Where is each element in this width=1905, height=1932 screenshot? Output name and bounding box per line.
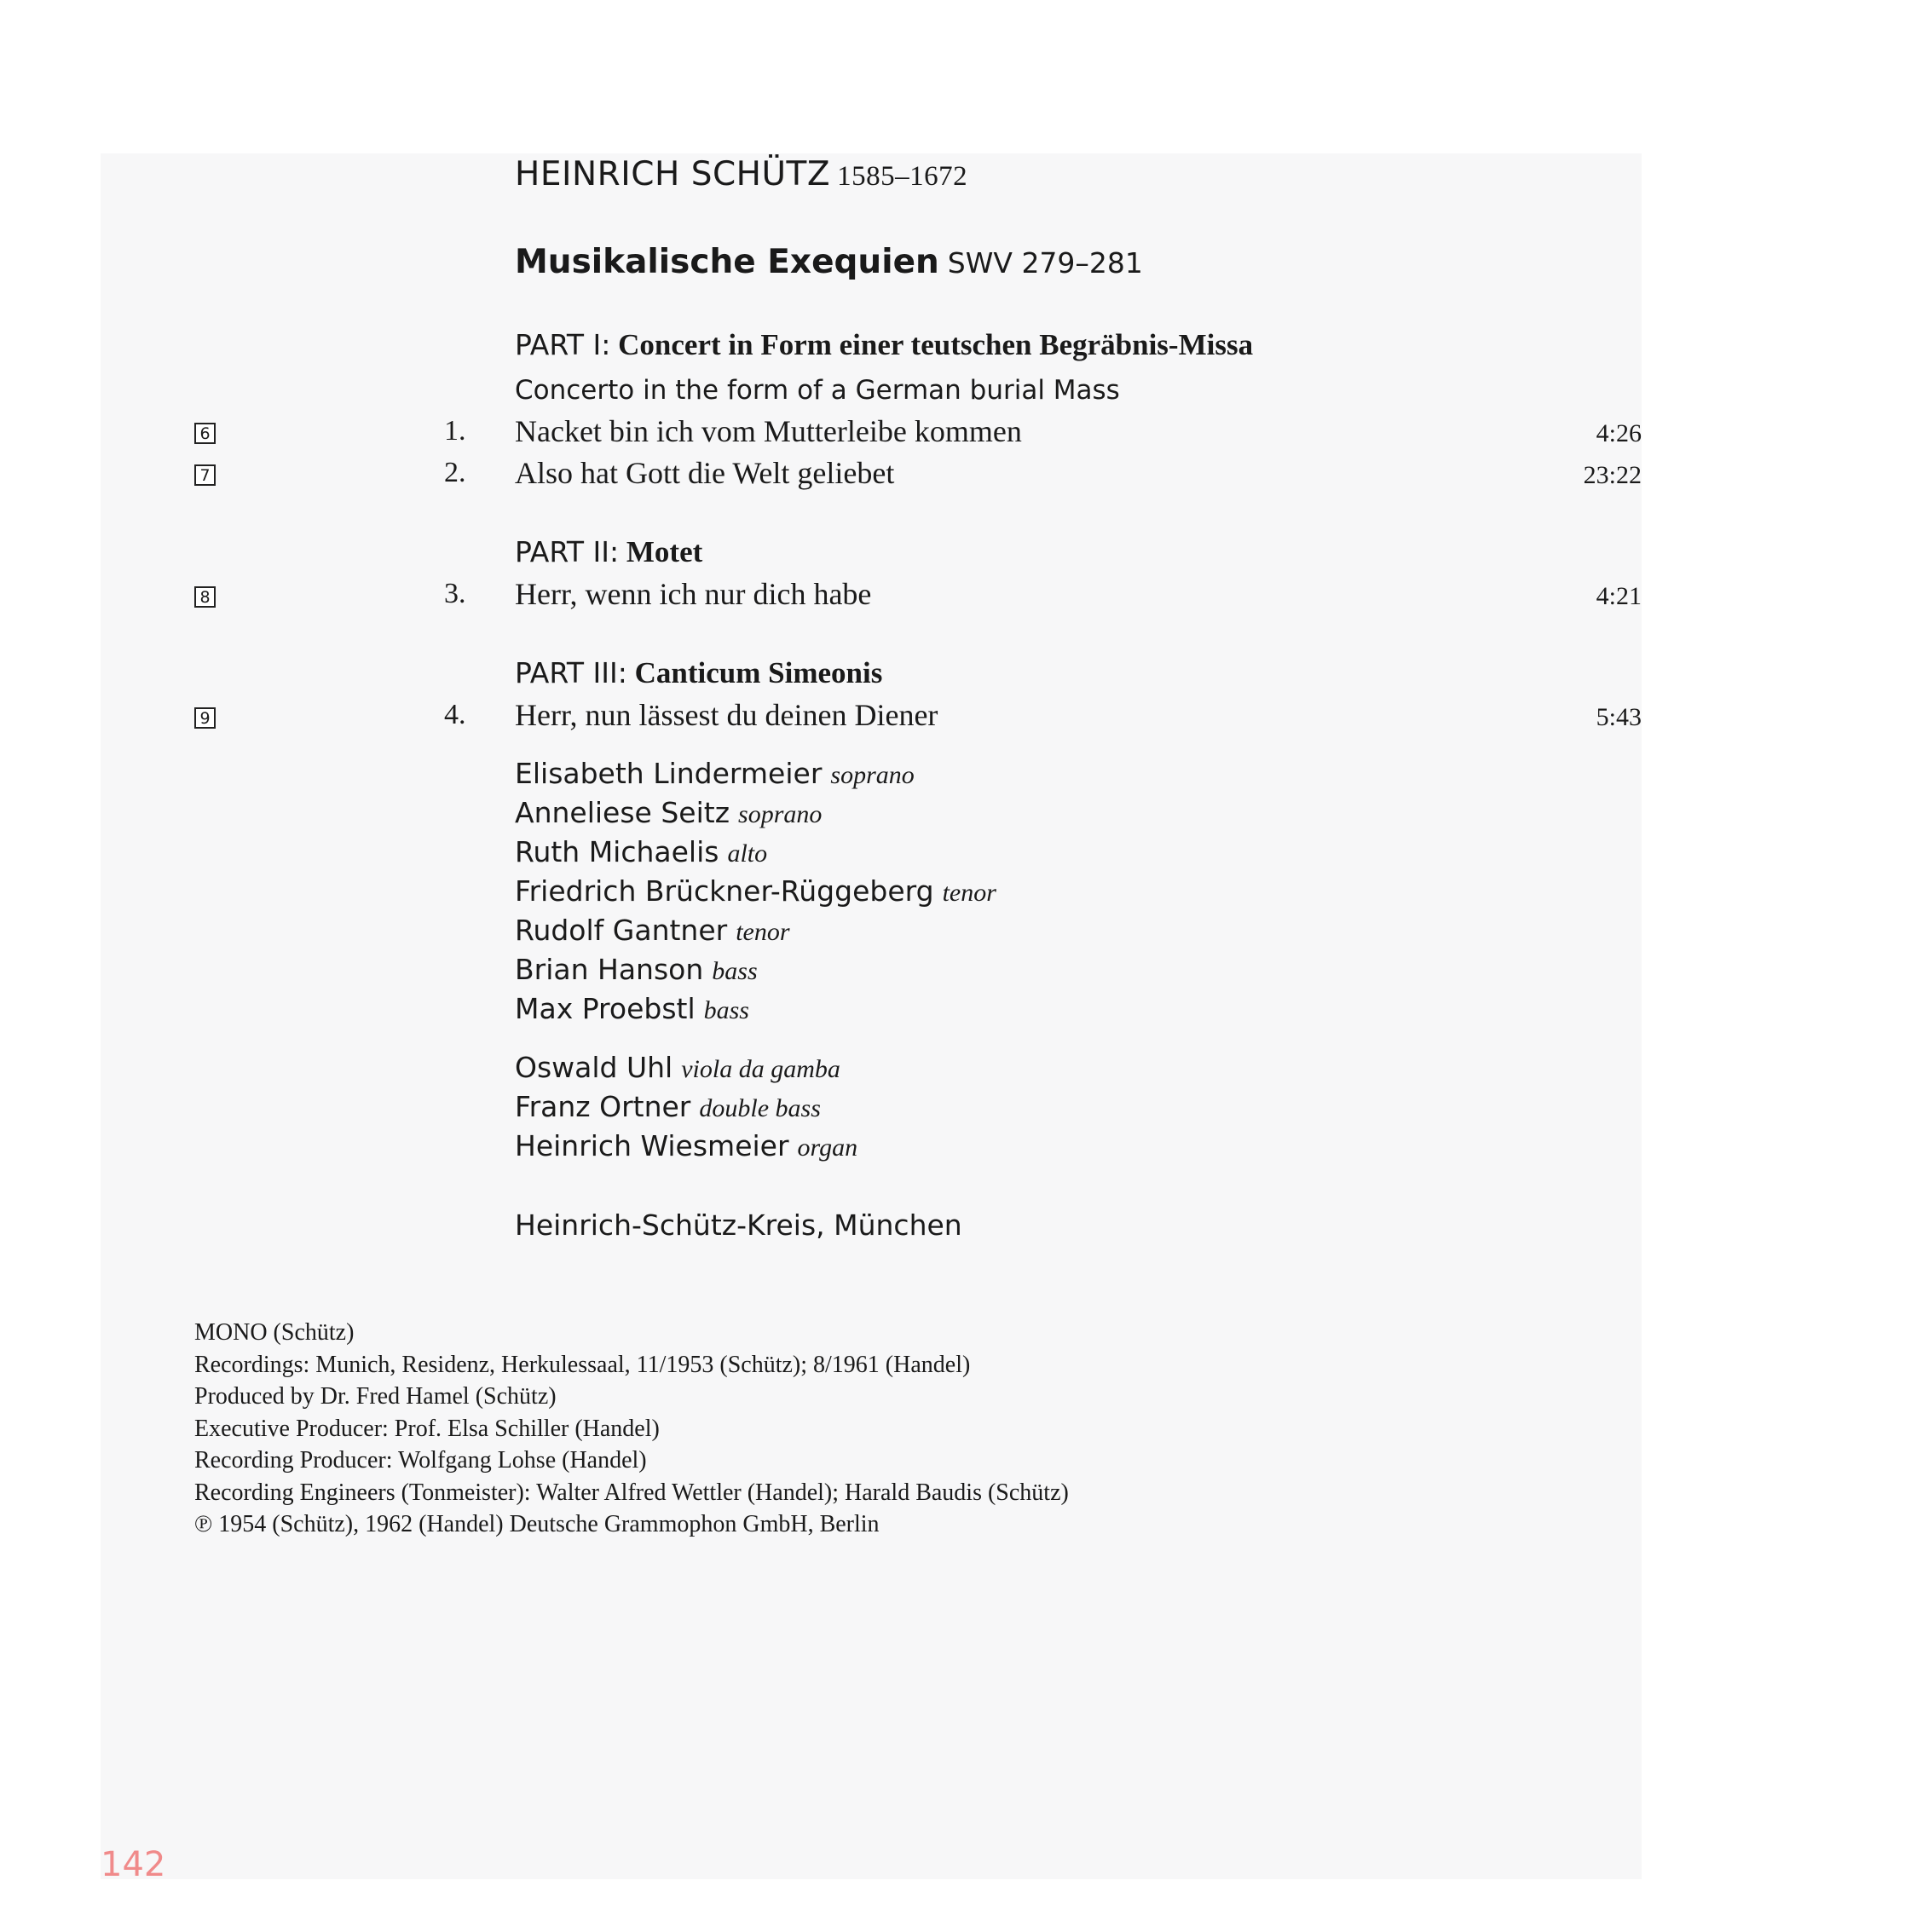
performer-name: Friedrich Brückner-Rüggeberg xyxy=(515,874,934,908)
part-label: PART II: xyxy=(515,535,620,568)
movement-number: 3. xyxy=(444,578,466,609)
performer-credit xyxy=(515,992,749,1026)
track-duration: 4:26 xyxy=(1596,419,1642,447)
track-number-box: 8 xyxy=(194,586,216,608)
ensemble-name: Heinrich-Schütz-Kreis, München xyxy=(515,1208,962,1242)
credit-line: Recordings: Munich, Residenz, Herkulessaal, 11/1953 (Schütz); 8/1961 (Handel) xyxy=(194,1351,971,1378)
performer-credit xyxy=(515,796,822,830)
part-title: Concert in Form einer teutschen Begräbnis-Missa xyxy=(618,328,1254,361)
credit-line: Produced by Dr. Fred Hamel (Schütz) xyxy=(194,1383,557,1410)
part-title: Canticum Simeonis xyxy=(634,656,883,689)
performer-credit xyxy=(515,874,996,908)
performer-role: bass xyxy=(712,957,758,985)
track-duration: 5:43 xyxy=(1596,703,1642,731)
track-title: Nacket bin ich vom Mutterleibe kommen xyxy=(515,414,1022,448)
performer-role: organ xyxy=(797,1133,858,1162)
performer-role: tenor xyxy=(736,918,790,946)
performer-name: Max Proebstl xyxy=(515,992,696,1025)
recording-credits xyxy=(194,1317,1069,1541)
performer-name: Ruth Michaelis xyxy=(515,835,719,868)
movement-number: 1. xyxy=(444,415,466,447)
part-1-subtitle: Concerto in the form of a German burial Mass xyxy=(515,375,1120,406)
performer-role: double bass xyxy=(699,1094,821,1122)
performer-name: Heinrich Wiesmeier xyxy=(515,1129,789,1162)
part-1-heading xyxy=(515,328,1253,362)
track-number-box: 6 xyxy=(194,423,216,444)
track-duration: 23:22 xyxy=(1583,461,1642,489)
composer-name: HEINRICH SCHÜTZ xyxy=(515,155,831,193)
performer-name: Elisabeth Lindermeier xyxy=(515,757,823,790)
composer-dates: 1585–1672 xyxy=(837,161,968,192)
performer-credit xyxy=(515,914,790,948)
performer-role: viola da gamba xyxy=(681,1055,840,1083)
track-title: Herr, wenn ich nur dich habe xyxy=(515,577,872,611)
performer-name: Anneliese Seitz xyxy=(515,796,730,829)
track-number-box: 9 xyxy=(194,707,216,729)
track-title: Herr, nun lässest du deinen Diener xyxy=(515,698,938,732)
credit-line: MONO (Schütz) xyxy=(194,1319,355,1346)
track-title: Also hat Gott die Welt geliebet xyxy=(515,456,895,490)
performer-role: alto xyxy=(727,839,768,868)
performer-name: Oswald Uhl xyxy=(515,1051,673,1084)
part-2-heading xyxy=(515,535,702,569)
part-label: PART I: xyxy=(515,328,611,361)
work-catalogue: SWV 279–281 xyxy=(947,246,1143,280)
ensemble-credit xyxy=(515,1208,962,1243)
performer-credit xyxy=(515,1051,840,1085)
performer-name: Brian Hanson xyxy=(515,953,704,986)
movement-number: 4. xyxy=(444,699,466,730)
work-name: Musikalische Exequien xyxy=(515,243,939,281)
performer-role: soprano xyxy=(738,800,823,828)
credit-line: ℗ 1954 (Schütz), 1962 (Handel) Deutsche Grammophon GmbH, Berlin xyxy=(194,1511,880,1537)
performer-credit xyxy=(515,1090,821,1124)
performer-role: bass xyxy=(703,996,749,1024)
performer-role: tenor xyxy=(942,879,996,907)
performer-name: Rudolf Gantner xyxy=(515,914,728,947)
performer-credit xyxy=(515,835,767,869)
performer-credit xyxy=(515,1129,857,1163)
part-3-heading xyxy=(515,656,882,690)
track-number-box: 7 xyxy=(194,464,216,486)
credit-line: Recording Engineers (Tonmeister): Walter Alfred Wettler (Handel); Harald Baudis (Schütz) xyxy=(194,1479,1069,1506)
credit-line: Recording Producer: Wolfgang Lohse (Handel) xyxy=(194,1447,647,1474)
performer-name: Franz Ortner xyxy=(515,1090,691,1123)
booklet-page xyxy=(101,153,1642,1879)
part-label: PART III: xyxy=(515,656,627,689)
performer-credit xyxy=(515,757,915,791)
movement-number: 2. xyxy=(444,457,466,488)
composer-heading xyxy=(515,155,967,193)
page-number: 142 xyxy=(101,1845,166,1884)
performer-credit xyxy=(515,953,758,987)
work-title xyxy=(515,243,1143,281)
track-duration: 4:21 xyxy=(1596,582,1642,610)
performer-role: soprano xyxy=(830,761,915,789)
part-title: Motet xyxy=(626,535,703,568)
credit-line: Executive Producer: Prof. Elsa Schiller (Handel) xyxy=(194,1415,660,1442)
